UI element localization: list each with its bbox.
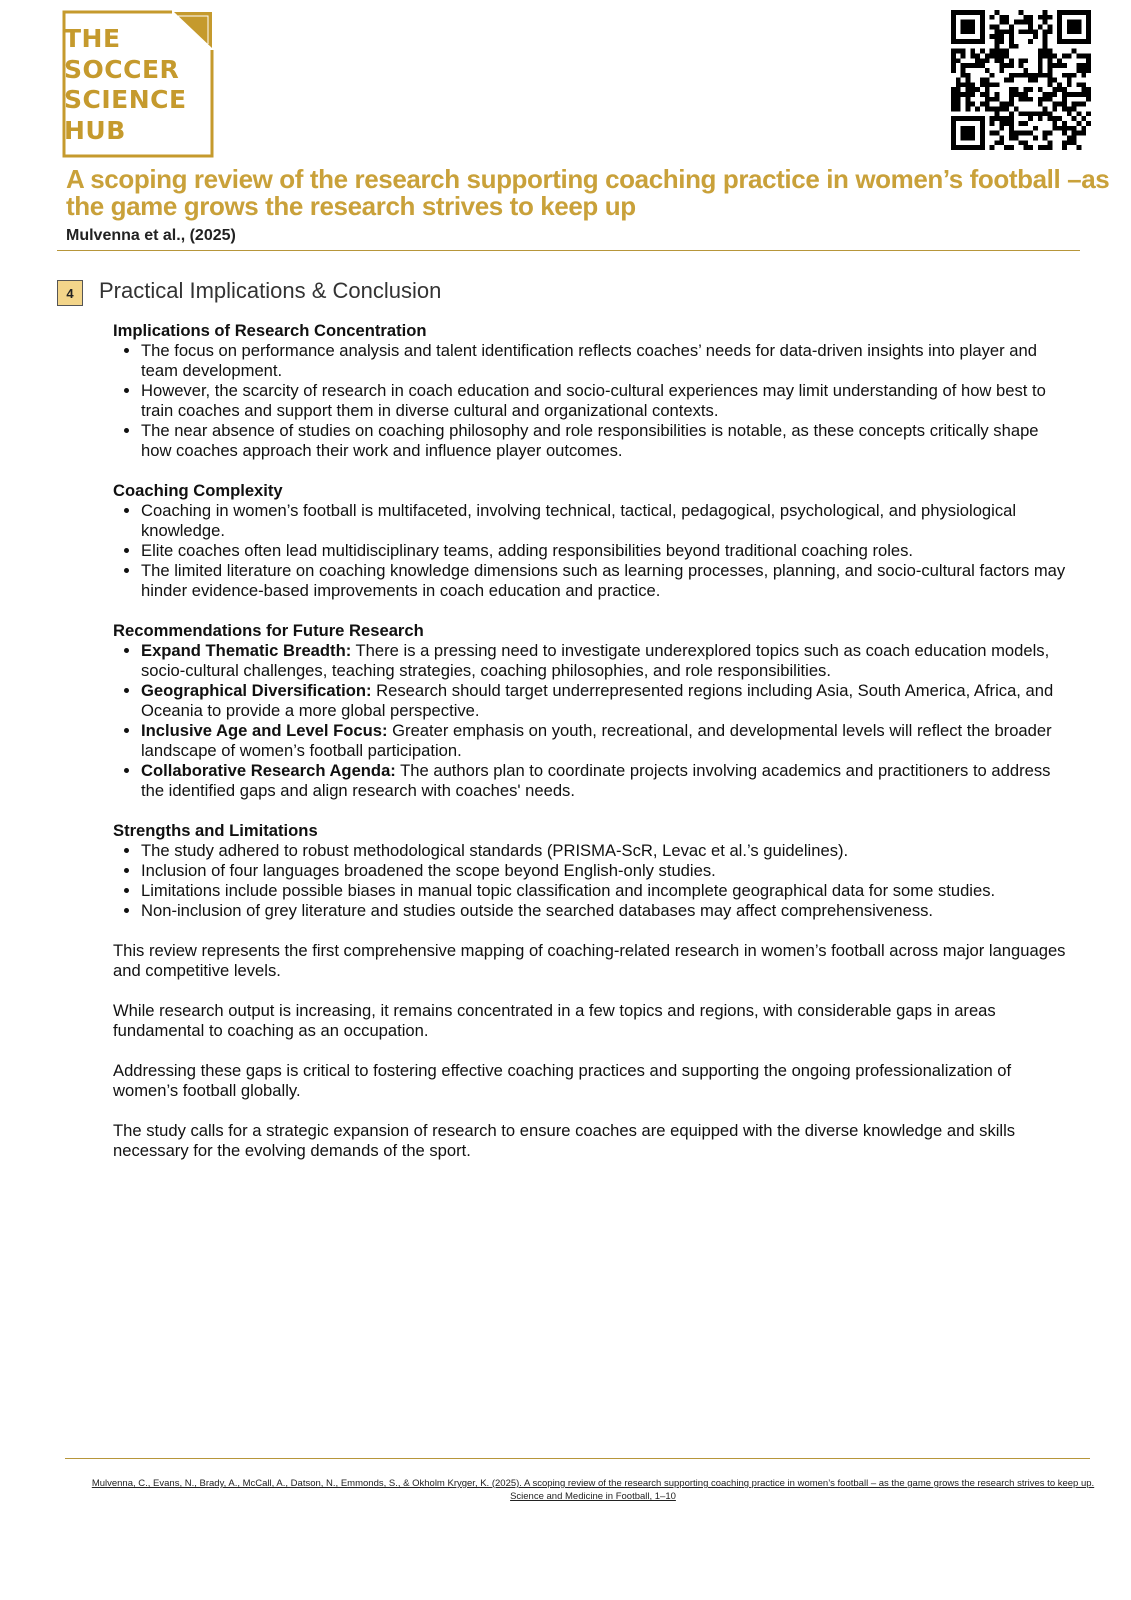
subsection-heading: Recommendations for Future Research xyxy=(113,621,424,640)
bullet-item: • However, the scarcity of research in coach education and socio-cultural experiences may limit understanding of how best to train coaches and support them in diverse cultural and organizational contexts. xyxy=(141,381,1073,421)
logo-line: SCIENCE xyxy=(64,85,187,114)
subsection-heading: Implications of Research Concentration xyxy=(113,321,427,340)
bullet-item: • Expand Thematic Breadth: There is a pressing need to investigate underexplored topics such as coach education models, socio-cultural challenges, teaching strategies, coaching philosophies, and role responsibilities. xyxy=(141,641,1073,681)
bullet-list xyxy=(113,641,1073,801)
subsection-coaching-complexity xyxy=(113,481,1073,601)
bullet-item: • Limitations include possible biases in manual topic classification and incomplete geographical data for some studies. xyxy=(141,881,1073,901)
bullet-item: • The study adhered to robust methodological standards (PRISMA-ScR, Levac et al.’s guidelines). xyxy=(141,841,1073,861)
subsection-heading: Coaching Complexity xyxy=(113,481,283,500)
bullet-lead: Expand Thematic Breadth: xyxy=(141,641,352,660)
bullet-item: • Inclusion of four languages broadened the scope beyond English-only studies. xyxy=(141,861,1073,881)
bullet-item: • The near absence of studies on coaching philosophy and role responsibilities is notable, as these concepts critically shape how coaches approach their work and influence player outcomes. xyxy=(141,421,1073,461)
section-title: Practical Implications & Conclusion xyxy=(99,278,442,303)
bullet-item: • Non-inclusion of grey literature and studies outside the searched databases may affect comprehensiveness. xyxy=(141,901,1073,921)
bullet-item: • Geographical Diversification: Research should target underrepresented regions including Asia, South America, Africa, and Oceania to provide a more global perspective. xyxy=(141,681,1073,721)
header-divider xyxy=(57,250,1080,251)
authors-citation: Mulvenna et al., (2025) xyxy=(66,227,236,244)
logo-line: HUB xyxy=(64,115,126,145)
document-title: A scoping review of the research supporting coaching practice in women’s football –as the game grows the research strives to keep up xyxy=(66,164,1110,221)
main-content xyxy=(113,321,1073,1181)
qr-code[interactable] xyxy=(951,10,1091,150)
conclusion-paragraph: Addressing these gaps is critical to fostering effective coaching practices and supporting the ongoing professionalization of women’s football globally. xyxy=(113,1061,1012,1100)
logo-wordmark xyxy=(64,24,187,146)
bullet-item: • Coaching in women’s football is multifaceted, involving technical, tactical, pedagogical, psychological, and physiological knowledge. xyxy=(141,501,1073,541)
footer-reference-link[interactable]: Mulvenna, C., Evans, N., Brady, A., McCall, A., Datson, N., Emmonds, S., & Okholm Kryger, K. (2025). A scoping review of the research supporting coaching practice in women’s football – as the game grows the research strives to keep up. Science and Medicine in Football, 1–10 xyxy=(91,1478,1095,1502)
bullet-list xyxy=(113,341,1073,461)
bullet-lead: Collaborative Research Agenda: xyxy=(141,761,396,780)
bullet-item: • The limited literature on coaching knowledge dimensions such as learning processes, planning, and socio-cultural factors may hinder evidence-based improvements in coach education and practice. xyxy=(141,561,1073,601)
conclusion-paragraph: While research output is increasing, it remains concentrated in a few topics and regions, with considerable gaps in areas fundamental to coaching as an occupation. xyxy=(113,1001,996,1040)
bullet-lead: Geographical Diversification: xyxy=(141,681,372,700)
bullet-item: • Inclusive Age and Level Focus: Greater emphasis on youth, recreational, and developmental levels will reflect the broader landscape of women’s football participation. xyxy=(141,721,1073,761)
subsection-heading: Strengths and Limitations xyxy=(113,821,318,840)
logo-line: THE xyxy=(64,24,121,53)
section-number-badge: 4 xyxy=(57,280,83,306)
logo-line: SOCCER xyxy=(64,54,180,84)
bullet-item: • The focus on performance analysis and talent identification reflects coaches’ needs for data-driven insights into player and team development. xyxy=(141,341,1073,381)
soccer-science-hub-logo xyxy=(62,10,214,158)
footer-divider xyxy=(65,1458,1090,1459)
bullet-item: • Collaborative Research Agenda: The authors plan to coordinate projects involving academics and practitioners to address the identified gaps and align research with coaches' needs. xyxy=(141,761,1073,801)
bullet-list xyxy=(113,841,1073,921)
subsection-implications xyxy=(113,321,1073,461)
subsection-strengths-limitations xyxy=(113,821,1073,921)
bullet-lead: Inclusive Age and Level Focus: xyxy=(141,721,388,740)
conclusion-paragraph: The study calls for a strategic expansion of research to ensure coaches are equipped with the diverse knowledge and skills necessary for the evolving demands of the sport. xyxy=(113,1121,1016,1160)
bullet-item: • Elite coaches often lead multidisciplinary teams, adding responsibilities beyond traditional coaching roles. xyxy=(141,541,1073,561)
subsection-recommendations xyxy=(113,621,1073,801)
conclusion-paragraph: This review represents the first comprehensive mapping of coaching-related research in women’s football across major languages and competitive levels. xyxy=(113,941,1066,980)
bullet-list xyxy=(113,501,1073,601)
